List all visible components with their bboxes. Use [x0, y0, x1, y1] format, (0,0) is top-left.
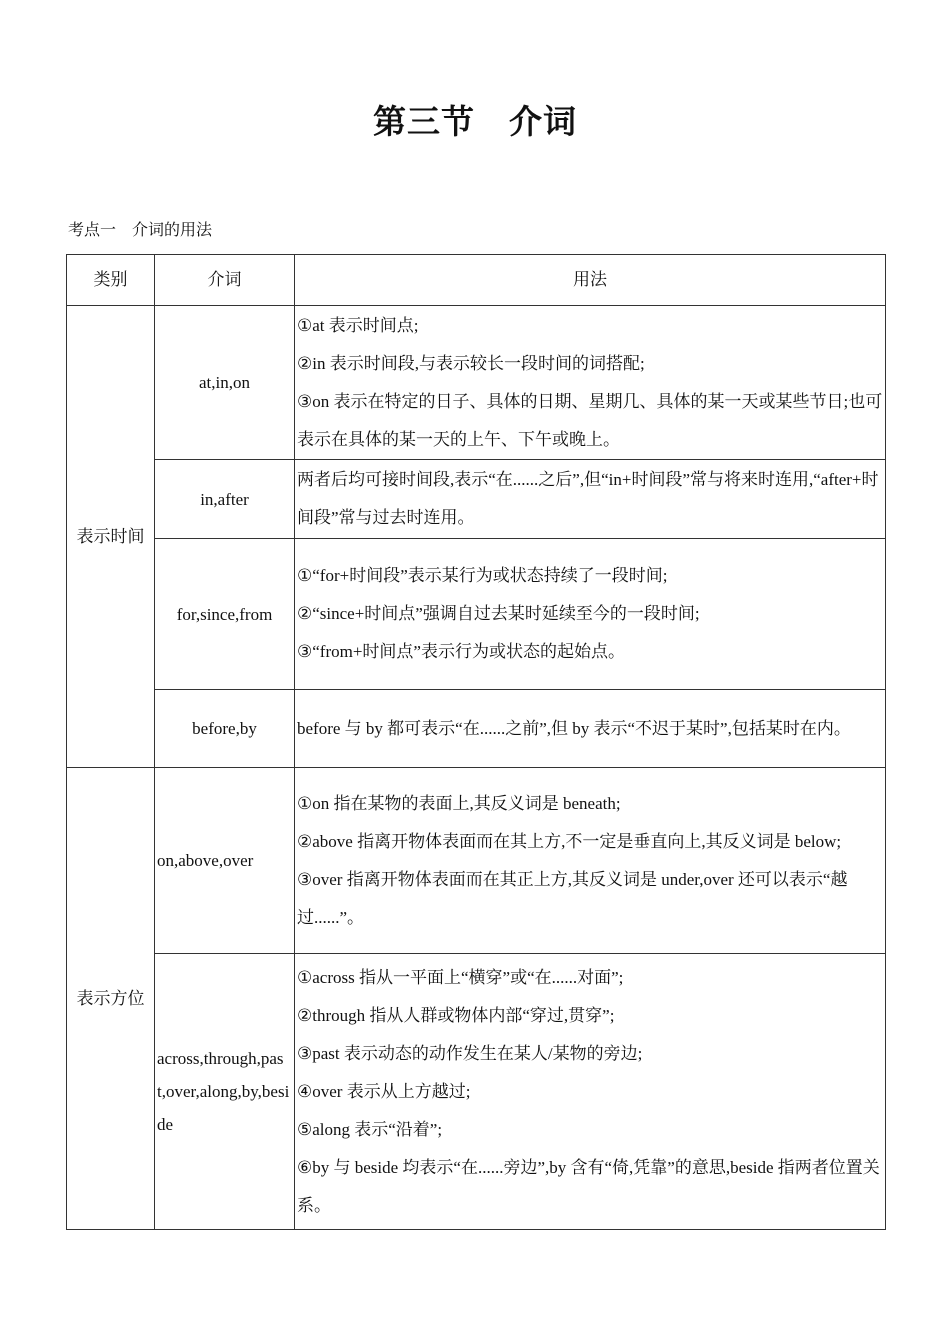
usage-line: ⑥by 与 beside 均表示“在......旁边”,by 含有“倚,凭靠”的意思,beside 指两者位置关系。 — [297, 1157, 880, 1215]
header-category: 类别 — [67, 255, 155, 306]
preposition-cell: before,by — [155, 690, 295, 768]
usage-cell — [295, 460, 886, 539]
table-row — [67, 460, 886, 539]
usage-line: before 与 by 都可表示“在......之前”,但 by 表示“不迟于某时”,包括某时在内。 — [297, 718, 851, 738]
usage-line: ①across 指从一平面上“横穿”或“在......对面”; — [297, 967, 624, 987]
category-position: 表示方位 — [67, 768, 155, 1230]
header-preposition: 介词 — [155, 255, 295, 306]
header-usage: 用法 — [295, 255, 886, 306]
table-header-row — [67, 255, 886, 306]
usage-line: ②above 指离开物体表面而在其上方,不一定是垂直向上,其反义词是 below; — [297, 831, 842, 851]
preposition-cell: across,through,past,over,along,by,beside — [155, 954, 295, 1230]
usage-line: ②through 指从人群或物体内部“穿过,贯穿”; — [297, 1005, 615, 1025]
usage-cell — [295, 690, 886, 768]
usage-line: ③past 表示动态的动作发生在某人/某物的旁边; — [297, 1043, 643, 1063]
table-row — [67, 768, 886, 954]
page-title: 第三节 介词 — [373, 102, 577, 141]
usage-line: ②“since+时间点”强调自过去某时延续至今的一段时间; — [297, 604, 700, 623]
table-row — [67, 954, 886, 1230]
preposition-cell: on,above,over — [155, 768, 295, 954]
usage-line: ⑤along 表示“沿着”; — [297, 1119, 443, 1139]
section-heading: 考点一 介词的用法 — [68, 220, 213, 239]
usage-line: ②in 表示时间段,与表示较长一段时间的词搭配; — [297, 353, 645, 373]
usage-line: ③“from+时间点”表示行为或状态的起始点。 — [297, 642, 625, 661]
usage-line: ③on 表示在特定的日子、具体的日期、星期几、具体的某一天或某些节日;也可表示在具体的某一天的上午、下午或晚上。 — [297, 391, 883, 449]
table-row — [67, 539, 886, 690]
table-row — [67, 690, 886, 768]
usage-line: ①on 指在某物的表面上,其反义词是 beneath; — [297, 793, 621, 813]
preposition-table — [66, 254, 886, 1230]
preposition-cell: for,since,from — [155, 539, 295, 690]
usage-cell — [295, 306, 886, 460]
usage-line: 两者后均可接时间段,表示“在......之后”,但“in+时间段”常与将来时连用,“after+时间段”常与过去时连用。 — [297, 470, 879, 527]
usage-line: ①“for+时间段”表示某行为或状态持续了一段时间; — [297, 566, 668, 585]
table-row — [67, 306, 886, 460]
usage-cell — [295, 954, 886, 1230]
usage-cell — [295, 539, 886, 690]
preposition-cell: in,after — [155, 460, 295, 539]
usage-line: ①at 表示时间点; — [297, 315, 419, 335]
preposition-cell: at,in,on — [155, 306, 295, 460]
usage-cell — [295, 768, 886, 954]
category-time: 表示时间 — [67, 306, 155, 768]
usage-line: ③over 指离开物体表面而在其正上方,其反义词是 under,over 还可以表示“越过......”。 — [297, 869, 848, 927]
usage-line: ④over 表示从上方越过; — [297, 1081, 471, 1101]
